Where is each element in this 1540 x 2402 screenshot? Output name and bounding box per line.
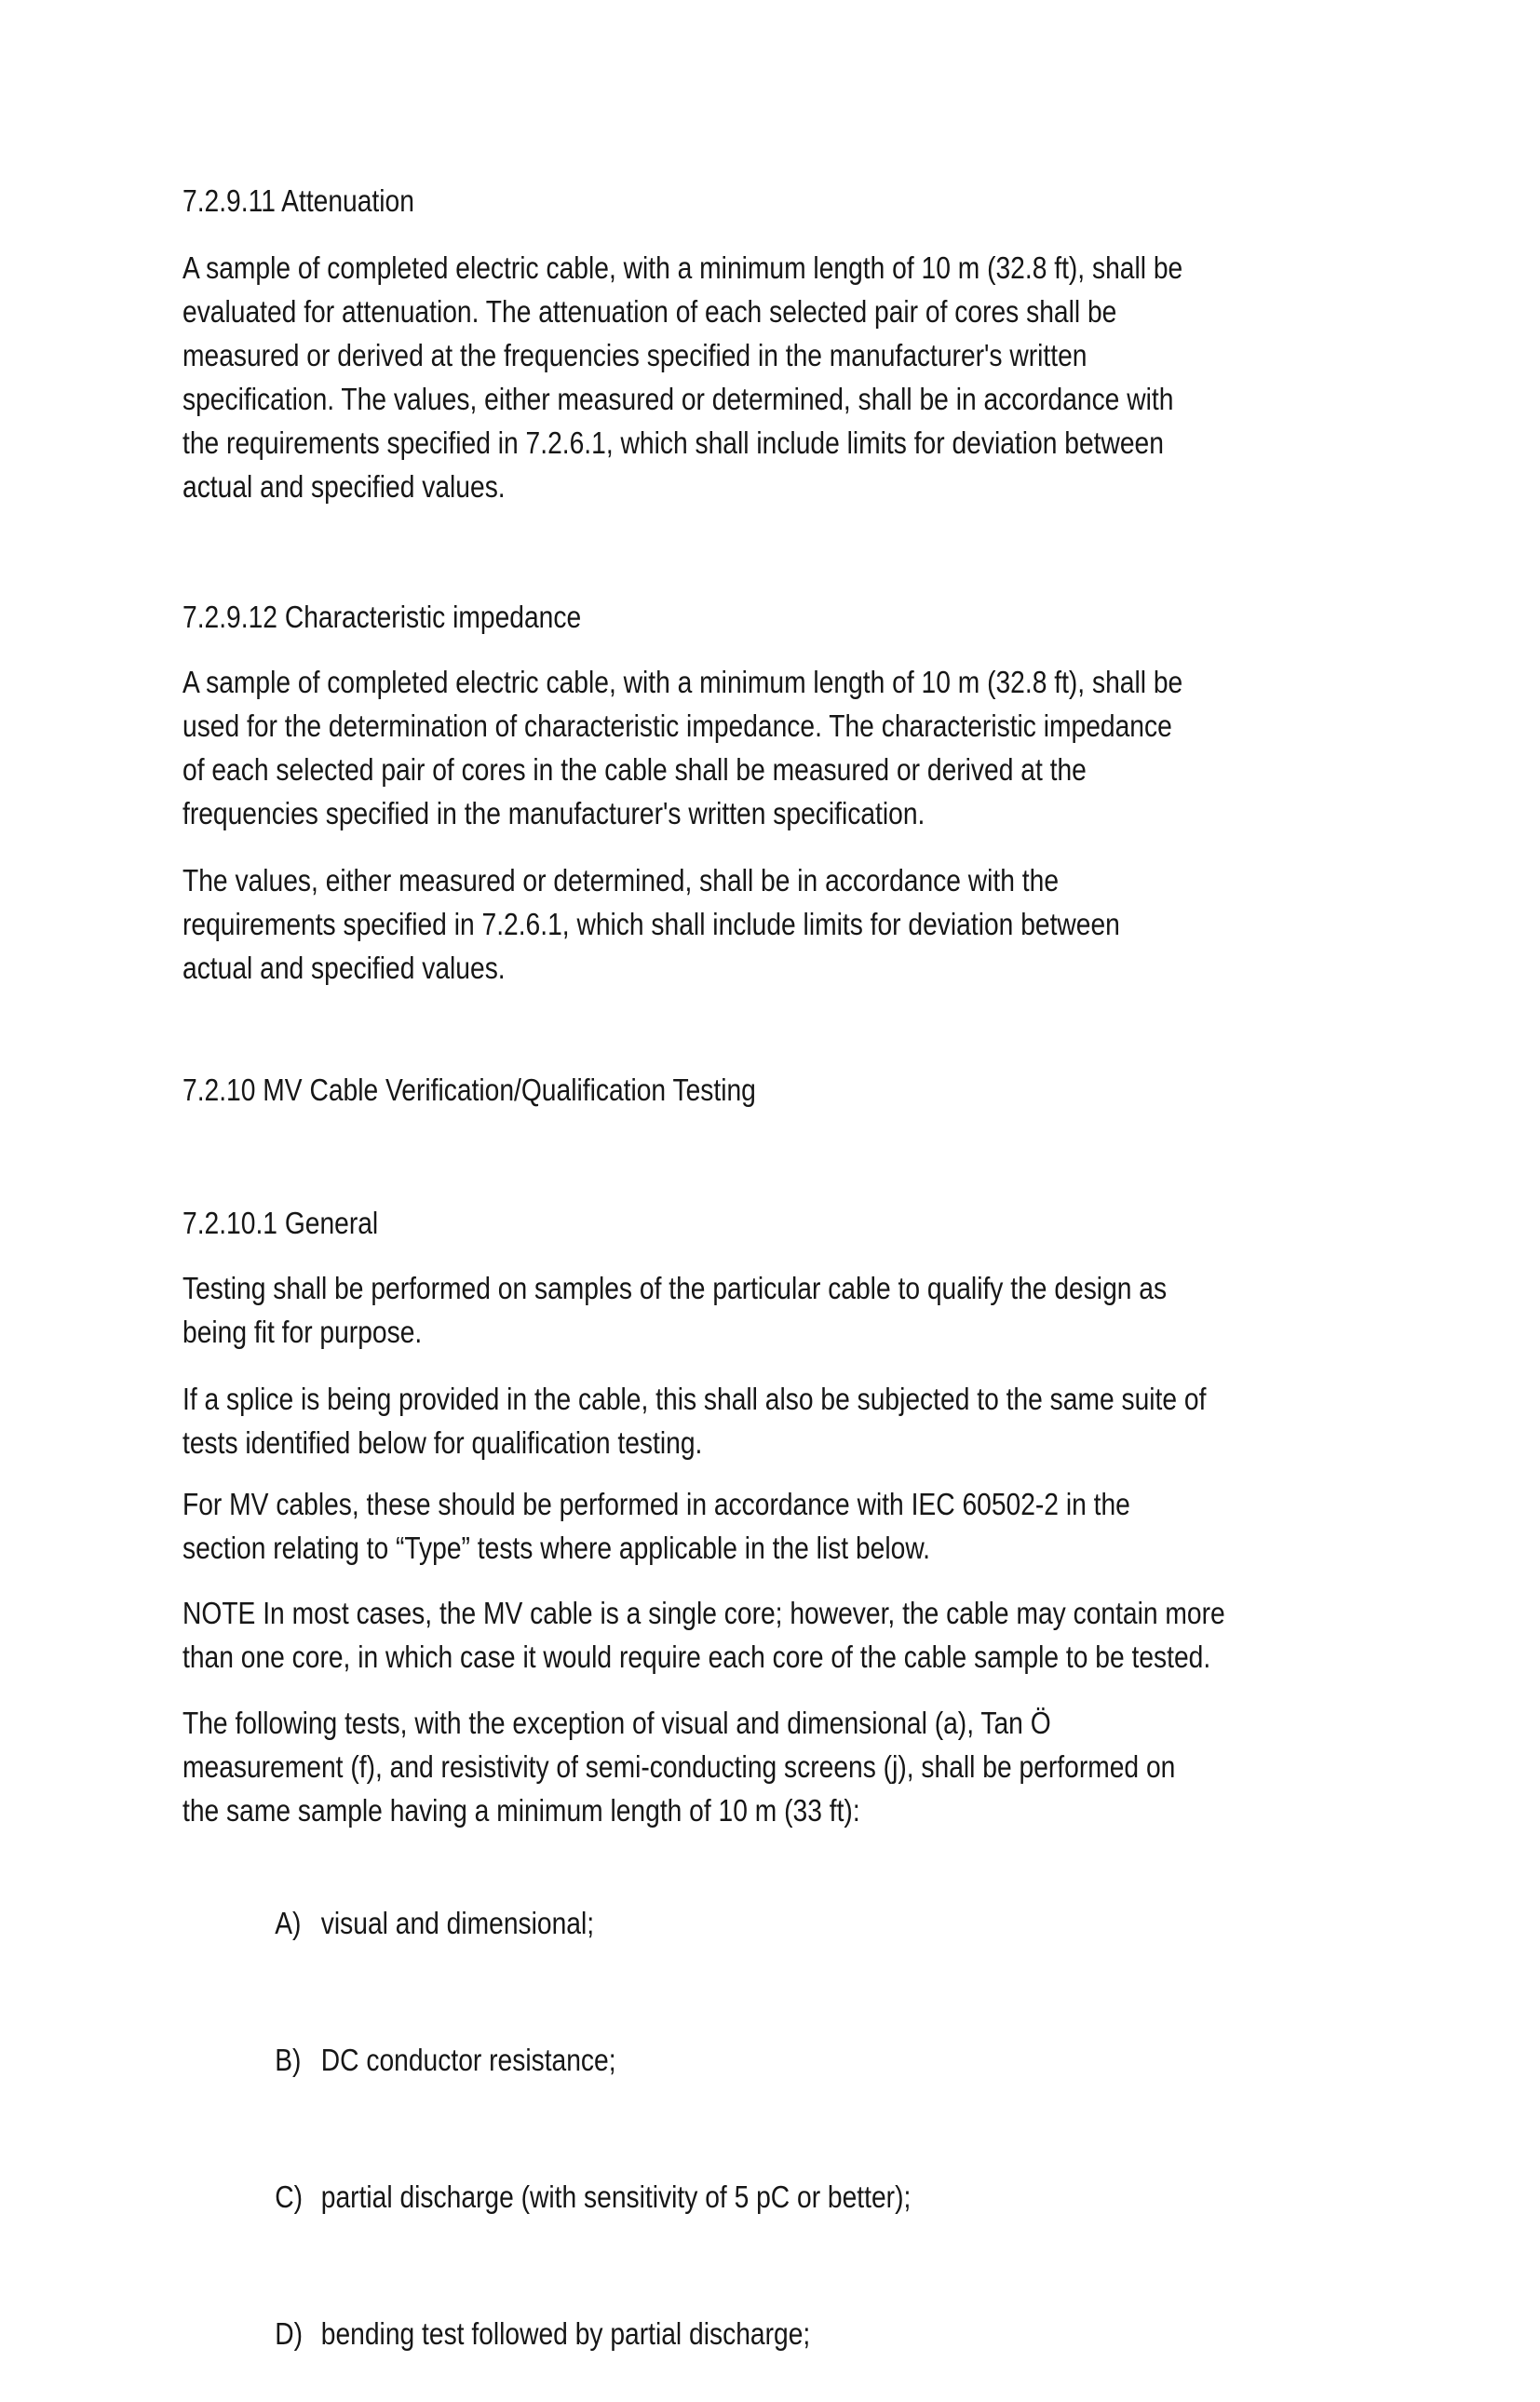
text-line: actual and specified values. bbox=[182, 951, 506, 985]
test-list bbox=[182, 1855, 1344, 2402]
list-item-text: visual and dimensional; bbox=[320, 1906, 595, 1940]
heading-text: 7.2.9.12 Characteristic impedance bbox=[182, 600, 582, 634]
text-line: frequencies specified in the manufacturer's written specification. bbox=[182, 796, 925, 830]
text-line: tests identified below for qualification testing. bbox=[182, 1425, 703, 1460]
text-line: NOTE In most cases, the MV cable is a single core; however, the cable may contain more bbox=[182, 1596, 1225, 1630]
text-line: the requirements specified in 7.2.6.1, which shall include limits for deviation between bbox=[182, 425, 1164, 460]
list-item-marker: B) bbox=[275, 2043, 302, 2077]
section-heading-mv-cable-testing bbox=[182, 1068, 1344, 1112]
text-line: A sample of completed electric cable, with a minimum length of 10 m (32.8 ft), shall be bbox=[182, 665, 1183, 699]
text-line: evaluated for attenuation. The attenuation of each selected pair of cores shall be bbox=[182, 294, 1117, 329]
heading-text: 7.2.9.11 Attenuation bbox=[182, 183, 414, 218]
list-item-text: bending test followed by partial discharge; bbox=[320, 2316, 811, 2351]
paragraph-splice bbox=[182, 1377, 1344, 1464]
section-heading-general bbox=[182, 1201, 1344, 1245]
document-body bbox=[182, 0, 1344, 2402]
text-line: If a splice is being provided in the cable, this shall also be subjected to the same suite of bbox=[182, 1382, 1207, 1416]
text-line: measurement (f), and resistivity of semi-conducting screens (j), shall be performed on bbox=[182, 1749, 1176, 1784]
list-item-text: DC conductor resistance; bbox=[320, 2043, 616, 2077]
text-line: than one core, in which case it would require each core of the cable sample to be tested. bbox=[182, 1640, 1211, 1674]
paragraph-impedance-1 bbox=[182, 660, 1344, 835]
text-line: actual and specified values. bbox=[182, 469, 506, 504]
heading-text: 7.2.10 MV Cable Verification/Qualification Testing bbox=[182, 1073, 756, 1107]
list-item bbox=[182, 2128, 1344, 2265]
text-line: used for the determination of characteristic impedance. The characteristic impedance bbox=[182, 708, 1172, 743]
list-item-text: partial discharge (with sensitivity of 5 pC or better); bbox=[320, 2179, 912, 2214]
text-line: of each selected pair of cores in the cable shall be measured or derived at the bbox=[182, 752, 1087, 787]
paragraph-impedance-2 bbox=[182, 858, 1344, 990]
text-line: The values, either measured or determined, shall be in accordance with the bbox=[182, 863, 1060, 897]
list-item bbox=[182, 2265, 1344, 2402]
paragraph-following-tests bbox=[182, 1701, 1344, 1832]
paragraph-testing-purpose bbox=[182, 1266, 1344, 1354]
list-item bbox=[182, 1855, 1344, 1991]
paragraph-iec-60502 bbox=[182, 1482, 1344, 1570]
section-heading-attenuation bbox=[182, 179, 1344, 223]
text-line: Testing shall be performed on samples of the particular cable to qualify the design as bbox=[182, 1271, 1168, 1305]
text-line: being fit for purpose. bbox=[182, 1315, 423, 1349]
text-line: section relating to “Type” tests where applicable in the list below. bbox=[182, 1531, 930, 1565]
text-line: A sample of completed electric cable, with a minimum length of 10 m (32.8 ft), shall be bbox=[182, 250, 1183, 285]
list-item-marker: A) bbox=[275, 1906, 302, 1940]
paragraph-attenuation bbox=[182, 246, 1344, 508]
list-item-marker: D) bbox=[275, 2316, 303, 2351]
text-line: requirements specified in 7.2.6.1, which shall include limits for deviation between bbox=[182, 907, 1120, 941]
list-item-marker: C) bbox=[275, 2179, 303, 2214]
text-line: For MV cables, these should be performed in accordance with IEC 60502-2 in the bbox=[182, 1487, 1130, 1521]
note-paragraph bbox=[182, 1591, 1344, 1679]
text-line: measured or derived at the frequencies specified in the manufacturer's written bbox=[182, 338, 1087, 372]
heading-text: 7.2.10.1 General bbox=[182, 1206, 379, 1240]
list-item bbox=[182, 1991, 1344, 2128]
text-line: the same sample having a minimum length of 10 m (33 ft): bbox=[182, 1793, 860, 1828]
text-line: specification. The values, either measured or determined, shall be in accordance with bbox=[182, 382, 1174, 416]
section-heading-characteristic-impedance bbox=[182, 595, 1344, 639]
text-line: The following tests, with the exception of visual and dimensional (a), Tan Ö bbox=[182, 1706, 1051, 1740]
